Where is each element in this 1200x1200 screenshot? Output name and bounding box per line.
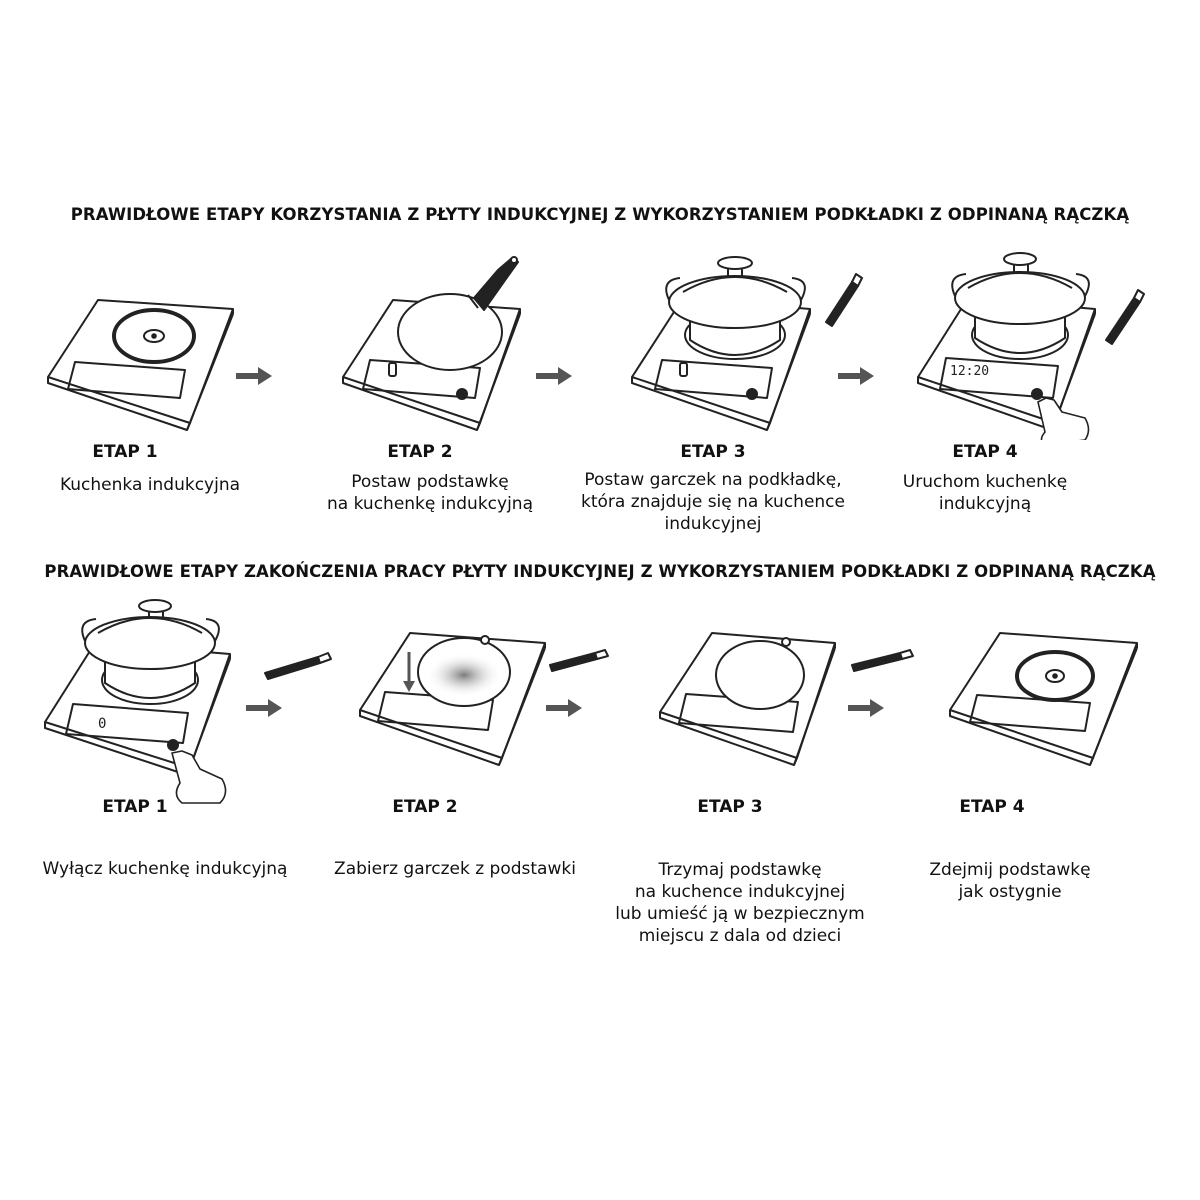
arrow-right-icon <box>848 699 884 717</box>
section-2-drawing <box>0 595 1200 805</box>
arrow-right-icon <box>536 367 572 385</box>
pointing-hand-icon <box>172 751 226 803</box>
desc-line: Postaw garczek na podkładkę, <box>584 470 842 490</box>
section-2-step-3-desc <box>590 859 890 947</box>
section-1-illustrations <box>0 240 1200 440</box>
section-1-step-4-desc <box>870 471 1100 515</box>
pointing-hand-icon <box>1038 398 1089 440</box>
desc-line: na kuchenkę indukcyjną <box>327 494 533 514</box>
desc-line: Kuchenka indukcyjna <box>59 475 241 495</box>
arrow-right-icon <box>246 699 282 717</box>
desc-line: Trzymaj podstawkę <box>658 860 822 880</box>
pad-icon <box>418 636 510 706</box>
desc-line: Wyłącz kuchenkę indukcyjną <box>42 859 288 879</box>
desc-line: na kuchence indukcyjnej <box>634 882 846 902</box>
section-1-step-3-title: ETAP 3 <box>680 442 746 462</box>
section-2-step-1-title: ETAP 1 <box>102 797 168 817</box>
desc-line: indukcyjną <box>938 494 1032 514</box>
desc-line: miejscu z dala od dzieci <box>638 926 842 946</box>
section-2-step-1-desc <box>20 858 310 880</box>
desc-line: lub umieść ją w bezpiecznym <box>615 904 865 924</box>
detachable-handle-icon <box>265 653 331 679</box>
induction-hob-icon <box>950 633 1137 765</box>
desc-line: Postaw podstawkę <box>351 472 509 492</box>
arrow-right-icon <box>236 367 272 385</box>
hob-display-off: 0 <box>98 716 107 732</box>
section-2-step-2-desc <box>320 858 590 880</box>
desc-line: jak ostygnie <box>958 882 1062 902</box>
detachable-handle-icon <box>826 274 862 326</box>
detachable-handle-icon <box>550 650 608 671</box>
desc-line: Zabierz garczek z podstawki <box>334 859 576 879</box>
section-2-step-4-desc <box>890 859 1130 903</box>
section-2-illustrations <box>0 595 1200 805</box>
section-1-step-4-title: ETAP 4 <box>952 442 1018 462</box>
section-1-step-1-desc <box>20 474 280 496</box>
arrow-right-icon <box>838 367 874 385</box>
desc-line: która znajduje się na kuchence <box>580 492 845 512</box>
desc-line: indukcyjnej <box>664 514 762 534</box>
section-2-step-4-title: ETAP 4 <box>959 797 1025 817</box>
induction-hob-icon <box>48 300 233 430</box>
section-1-step-1-title: ETAP 1 <box>92 442 158 462</box>
arrow-right-icon <box>546 699 582 717</box>
desc-line: Uruchom kuchenkę <box>902 472 1068 492</box>
section-2-step-2-title: ETAP 2 <box>392 797 458 817</box>
detachable-handle-icon <box>852 650 913 671</box>
desc-line: Zdejmij podstawkę <box>929 860 1091 880</box>
section-1-step-2-title: ETAP 2 <box>387 442 453 462</box>
section-2-heading: PRAWIDŁOWE ETAPY ZAKOŃCZENIA PRACY PŁYTY INDUKCYJNEJ Z WYKORZYSTANIEM PODKŁADKI Z ODPINANĄ RĄCZKĄ <box>44 562 1156 581</box>
hob-display-step4: 12:20 <box>950 364 990 379</box>
section-1-heading: PRAWIDŁOWE ETAPY KORZYSTANIA Z PŁYTY INDUKCYJNEJ Z WYKORZYSTANIEM PODKŁADKI Z ODPINANĄ RĄCZKĄ <box>70 205 1130 224</box>
section-1-drawing <box>0 240 1200 440</box>
section-1-step-3-desc <box>563 469 863 535</box>
section-1-step-2-desc <box>300 471 560 515</box>
detachable-handle-icon <box>1106 290 1144 344</box>
section-2-step-3-title: ETAP 3 <box>697 797 763 817</box>
